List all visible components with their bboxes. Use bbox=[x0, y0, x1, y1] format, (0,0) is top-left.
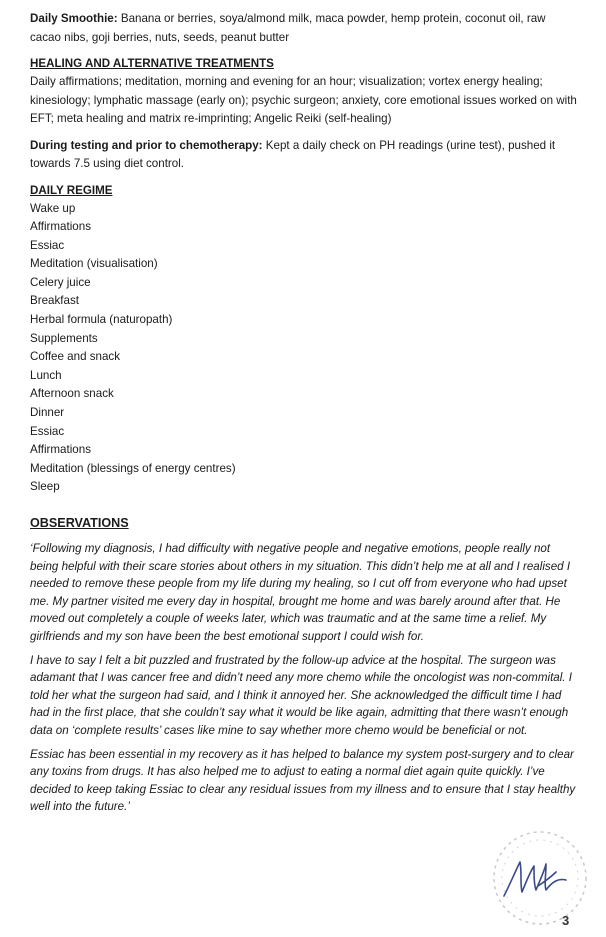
observation-paragraph: I have to say I felt a bit puzzled and frustrated by the follow-up advice at the hospital. The surgeon was adamant that I was cancer free and didn’t need any more chemo while the oncologist was non-commital. I told her what the surgeon had said, and I think it annoyed her. She acknowledged the difficult time I had had in the first place, that she couldn’t say what it would be like again, admitting that there wasn’t enough data on ‘complete results’ cases like mine to say whether more chemo would be beneficial or not. bbox=[30, 653, 572, 737]
testing-paragraph bbox=[30, 137, 578, 174]
healing-section bbox=[30, 55, 578, 129]
regime-item: Dinner bbox=[30, 406, 65, 420]
smoothie-text: Banana or berries, soya/almond milk, maca powder, hemp protein, coconut oil, raw cacao nibs, goji berries, nuts, seeds, peanut butter bbox=[30, 12, 546, 44]
regime-item: Wake up bbox=[30, 201, 76, 215]
observations-heading: OBSERVATIONS bbox=[30, 516, 129, 530]
smoothie-paragraph bbox=[30, 10, 578, 47]
regime-item: Essiac bbox=[30, 238, 65, 252]
regime-item: Affirmations bbox=[30, 220, 91, 234]
regime-item: Celery juice bbox=[30, 275, 91, 289]
regime-item: Afternoon snack bbox=[30, 387, 114, 401]
regime-heading: DAILY REGIME bbox=[30, 183, 113, 197]
healing-heading: HEALING AND ALTERNATIVE TREATMENTS bbox=[30, 57, 274, 70]
regime-list bbox=[30, 200, 578, 498]
signature-icon bbox=[504, 862, 566, 896]
regime-item: Lunch bbox=[30, 368, 62, 382]
observations-quote bbox=[30, 540, 578, 816]
regime-item: Meditation (blessings of energy centres) bbox=[30, 461, 236, 475]
smoothie-label: Daily Smoothie: bbox=[30, 12, 118, 25]
regime-section bbox=[30, 182, 578, 498]
testing-text: Kept a daily check on PH readings (urine test), pushed it towards 7.5 using diet control. bbox=[30, 138, 556, 170]
regime-item: Herbal formula (naturopath) bbox=[30, 313, 173, 327]
regime-item: Meditation (visualisation) bbox=[30, 257, 158, 271]
faded-stamp-icon bbox=[494, 832, 586, 924]
regime-item: Breakfast bbox=[30, 294, 79, 308]
document-page bbox=[30, 10, 578, 822]
stamp-signature-graphic bbox=[486, 826, 590, 932]
healing-text: Daily affirmations; meditation, morning and evening for an hour; visualization; vortex energy healing; kinesiology; lymphatic massage (early on); psychic surgeon; anxiety, core emotional issues worked on with EFT; meta healing and matrix re-imprinting; Angelic Reiki (self-healing) bbox=[30, 75, 577, 125]
regime-item: Supplements bbox=[30, 331, 98, 345]
regime-item: Coffee and snack bbox=[30, 350, 121, 364]
regime-item: Affirmations bbox=[30, 443, 91, 457]
observation-paragraph: ‘Following my diagnosis, I had difficulty with negative people and negative emotions, people really not being helpful with their scare stories about others in my situation. This didn’t help me at all and I realised I needed to remove these people from my life during my healing, so I cut off from everyone who had upset me. My partner visited me every day in hospital, brought me home and was barely around after that. He moved out completely a couple of weeks later, which was traumatic and at the same time a relief. My girlfriends and my son have been the best emotional support I could wish for. bbox=[30, 542, 571, 643]
testing-label: During testing and prior to chemotherapy: bbox=[30, 138, 263, 152]
observation-paragraph: Essiac has been essential in my recovery as it has helped to balance my system post-surgery and to clear any toxins from drugs. It has also helped me to adjust to eating a normal diet again quite quickly. I’ve decided to keep taking Essiac to clear any residual issues from my illness and to ensure that I stay healthy well into the future.’ bbox=[30, 747, 576, 814]
regime-item: Sleep bbox=[30, 480, 60, 494]
regime-item: Essiac bbox=[30, 424, 65, 438]
page-number: 3 bbox=[562, 913, 570, 928]
